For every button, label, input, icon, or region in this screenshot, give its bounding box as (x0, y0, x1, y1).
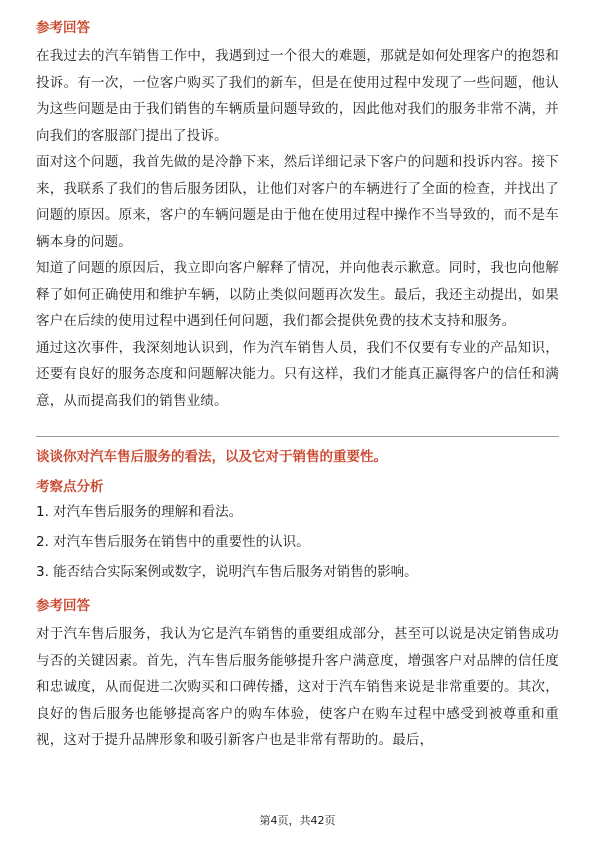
answer-paragraph-4: 通过这次事件，我深刻地认识到，作为汽车销售人员，我们不仅要有专业的产品知识，还要有良好的服务态度和问题解决能力。只有这样，我们才能真正赢得客户的信任和满意，从而提高我们的销售业绩。 (36, 339, 559, 409)
section-divider (36, 436, 559, 437)
reference-answer-heading: 参考回答 (36, 20, 90, 36)
answer-block-2 (36, 596, 559, 754)
reference-answer-heading-2: 参考回答 (36, 598, 90, 614)
analysis-item-1: 1. 对汽车售后服务的理解和看法。 (36, 504, 243, 520)
analysis-item-2: 2. 对汽车售后服务在销售中的重要性的认识。 (36, 534, 310, 550)
answer-section-1 (36, 18, 559, 414)
analysis-heading: 考察点分析 (36, 479, 104, 495)
answer-paragraph-q2: 对于汽车售后服务，我认为它是汽车销售的重要组成部分，甚至可以说是决定销售成功与否的关键因素。首先，汽车售后服务能够提升客户满意度，增强客户对品牌的信任度和忠诚度，从而促进二次购买和口碑传播，这对于汽车销售来说是非常重要的。其次，良好的售后服务也能够提高客户的购车体验，使客户在购车过程中感受到被尊重和重视，这对于提升品牌形象和吸引新客户也是非常有帮助的。最后， (36, 626, 559, 748)
answer-paragraph-3: 知道了问题的原因后，我立即向客户解释了情况，并向他表示歉意。同时，我也向他解释了如何正确使用和维护车辆，以防止类似问题再次发生。最后，我还主动提出，如果客户在后续的使用过程中遇到任何问题，我们都会提供免费的技术支持和服务。 (36, 260, 559, 329)
document-page (36, 18, 559, 754)
page-number-footer: 第4页，共42页 (259, 814, 336, 827)
question-title: 谈谈你对汽车售后服务的看法，以及它对于销售的重要性。 (36, 449, 387, 465)
answer-paragraph-1: 在我过去的汽车销售工作中，我遇到过一个很大的难题，那就是如何处理客户的抱怨和投诉。有一次，一位客户购买了我们的新车，但是在使用过程中发现了一些问题，他认为这些问题是由于我们销售的车辆质量问题导致的，因此他对我们的服务非常不满，并向我们的客服部门提出了投诉。 (36, 48, 559, 144)
analysis-item-3: 3. 能否结合实际案例或数字，说明汽车售后服务对销售的影响。 (36, 564, 418, 580)
answer-paragraph-2: 面对这个问题，我首先做的是冷静下来，然后详细记录下客户的问题和投诉内容。接下来，我联系了我们的售后服务团队，让他们对客户的车辆进行了全面的检查，并找出了问题的原因。原来，客户的车辆问题是由于他在使用过程中操作不当导致的，而不是车辆本身的问题。 (36, 154, 559, 250)
question-section-2 (36, 447, 559, 754)
